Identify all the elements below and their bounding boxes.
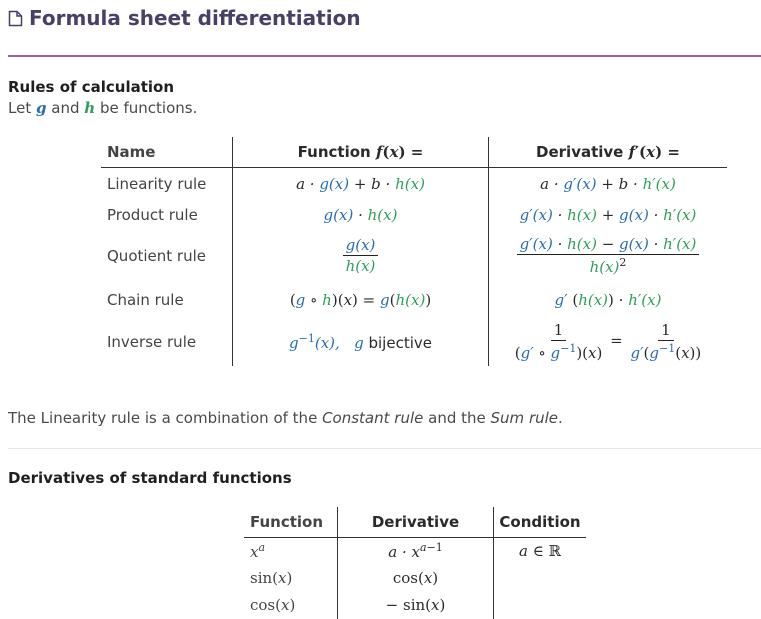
col-derivative: Derivative f′(x) = bbox=[489, 137, 728, 168]
col-condition: Condition bbox=[494, 507, 587, 538]
table-row: Chain rule (g ∘ h)(x) = g(h(x)) g′ (h(x)) · h′(x) bbox=[101, 282, 727, 318]
col-name: Name bbox=[101, 137, 233, 168]
table-row: Inverse rule $g^{-1}(x)$, g bijective $\frac{1}{(g' \circ g^{-1})(x)}$ = $\frac{1}{g'(g^{-1}(x))}$ bbox=[101, 318, 727, 366]
rule-name: Linearity rule bbox=[107, 174, 207, 193]
rules-table bbox=[101, 137, 727, 366]
linearity-note: The Linearity rule is a combination of the Constant rule and the Sum rule. bbox=[8, 409, 563, 427]
rules-heading: Rules of calculation bbox=[8, 78, 175, 96]
section-divider bbox=[8, 448, 761, 449]
title-divider bbox=[8, 55, 761, 57]
page-title bbox=[8, 6, 361, 30]
rule-name: Product rule bbox=[107, 205, 198, 224]
table-row: sin(x) cos(x) bbox=[244, 565, 586, 592]
table-row: Quotient rule $\frac{g(x)}{h(x)}$ $\frac{g'(x) \cdot h(x) - g(x) \cdot h'(x)}{h(x)^2}$ bbox=[101, 230, 727, 282]
table-row: Linearity rule a · g(x) + b · h(x) a · g′(x) + b · h′(x) bbox=[101, 168, 727, 200]
page-title-text: Formula sheet differentiation bbox=[29, 6, 361, 30]
document-icon bbox=[8, 10, 23, 27]
bijective-note: bijective bbox=[368, 333, 432, 352]
standard-functions-heading: Derivatives of standard functions bbox=[8, 469, 292, 487]
rule-name: Inverse rule bbox=[107, 332, 197, 351]
col-function: Function bbox=[244, 507, 338, 538]
col-function: Function f(x) = bbox=[233, 137, 489, 168]
table-row: cos(x) − sin(x) bbox=[244, 592, 586, 619]
table-row: Product rule g(x) · h(x) g′(x) · h(x) + g(x) · h′(x) bbox=[101, 200, 727, 230]
rules-intro: Let g and h be functions. bbox=[8, 99, 198, 117]
rule-name: Chain rule bbox=[107, 290, 184, 309]
standard-functions-table bbox=[244, 507, 586, 619]
col-derivative: Derivative bbox=[338, 507, 494, 538]
table-row: $x^a$ $a \cdot x^{a-1}$ a ∈ ℝ bbox=[244, 538, 586, 565]
rule-name: Quotient rule bbox=[107, 246, 206, 265]
